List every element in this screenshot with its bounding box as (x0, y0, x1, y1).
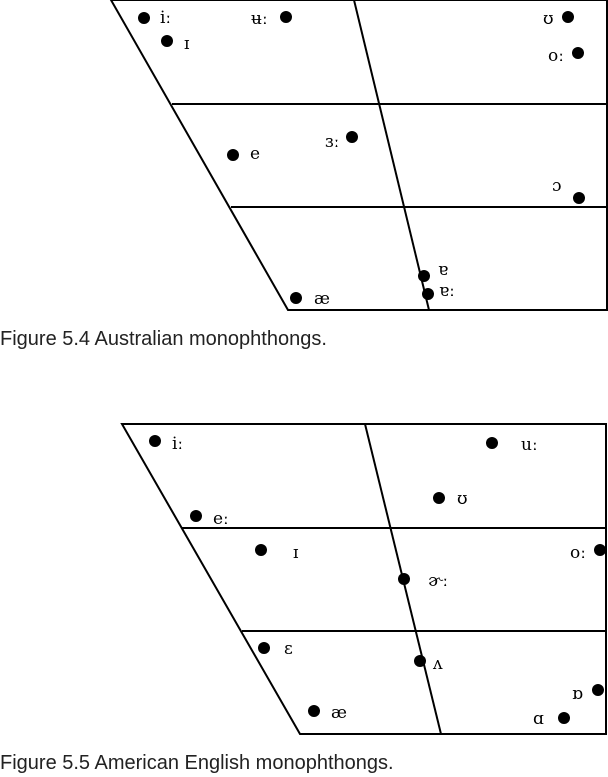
vowel-dot (486, 437, 498, 449)
vowel-point (422, 281, 455, 301)
vowel-symbol: eː (213, 509, 229, 529)
vowel-dot (280, 11, 292, 23)
vowel-symbol: ʌ (433, 654, 443, 674)
figure-caption-5-5: Figure 5.5 American English monophthongs. (0, 752, 394, 774)
vowel-dot (190, 510, 202, 522)
vowel-dot (572, 47, 584, 59)
vowel-point (418, 260, 448, 282)
vowel-chart-australian (111, 0, 607, 310)
vowel-symbol: æ (331, 703, 347, 723)
vowel-symbol: oː (548, 46, 564, 66)
vowel-symbol: uː (521, 435, 538, 455)
vowel-dot (558, 712, 570, 724)
vowel-dot (433, 492, 445, 504)
vowel-point (161, 34, 190, 54)
vowel-symbol: ɜː (325, 132, 340, 152)
vowel-point (570, 543, 606, 563)
vowel-symbol: ɛ (284, 639, 293, 659)
vowel-dot (346, 131, 358, 143)
vowel-dot (138, 12, 150, 24)
vowel-symbol: e (250, 144, 261, 164)
vowel-point (543, 9, 574, 29)
vowel-dot (308, 705, 320, 717)
vowel-point (255, 543, 299, 563)
vowel-symbol: ɐ (438, 260, 449, 280)
vowel-dot (422, 288, 434, 300)
vowel-symbol: oː (570, 543, 586, 563)
vowel-point (548, 46, 584, 66)
vowel-dot (418, 270, 430, 282)
vowel-symbol: ɪ (184, 34, 190, 54)
vowel-symbol: ʉː (251, 9, 268, 29)
vowel-dot (290, 292, 302, 304)
vowel-point (572, 684, 604, 704)
vowel-point (533, 709, 570, 729)
vowel-point (433, 489, 468, 509)
vowel-point (258, 639, 293, 659)
vowel-dot (149, 435, 161, 447)
vowel-symbol: ɔ (552, 176, 562, 196)
vowel-dot (414, 655, 426, 667)
vowel-chart-american (122, 424, 606, 734)
vowel-dot (594, 544, 606, 556)
central-vowel-line (354, 0, 429, 310)
vowel-dot (258, 642, 270, 654)
vowel-symbol: ɒ (572, 684, 583, 704)
vowel-point (190, 509, 229, 529)
vowel-point (138, 8, 171, 28)
vowel-quadrilateral (122, 424, 606, 734)
vowel-symbol: ʊ (457, 489, 468, 509)
vowel-point (227, 144, 260, 164)
vowel-symbol: iː (160, 8, 172, 28)
vowel-point (251, 9, 292, 29)
vowel-symbol: ɪ (293, 543, 299, 563)
vowel-dot (227, 149, 239, 161)
vowel-symbol: ʊ (543, 9, 554, 29)
vowel-point (290, 289, 330, 309)
vowel-symbol: ɚː (428, 571, 449, 591)
vowel-symbol: ɐː (439, 281, 455, 301)
vowel-point (149, 434, 183, 454)
figure-caption-5-4: Figure 5.4 Australian monophthongs. (0, 328, 327, 350)
vowel-dot (592, 684, 604, 696)
vowel-dot (573, 192, 585, 204)
vowel-symbol: ɑ (533, 709, 544, 729)
vowel-symbol: æ (314, 289, 330, 309)
vowel-dot (161, 35, 173, 47)
vowel-symbol: iː (172, 434, 184, 454)
vowel-point (308, 703, 347, 723)
vowel-dot (562, 11, 574, 23)
vowel-dot (255, 544, 267, 556)
vowel-point (552, 176, 585, 204)
vowel-point (414, 654, 443, 674)
vowel-dot (398, 573, 410, 585)
vowel-point (325, 131, 358, 152)
vowel-point (486, 435, 538, 455)
